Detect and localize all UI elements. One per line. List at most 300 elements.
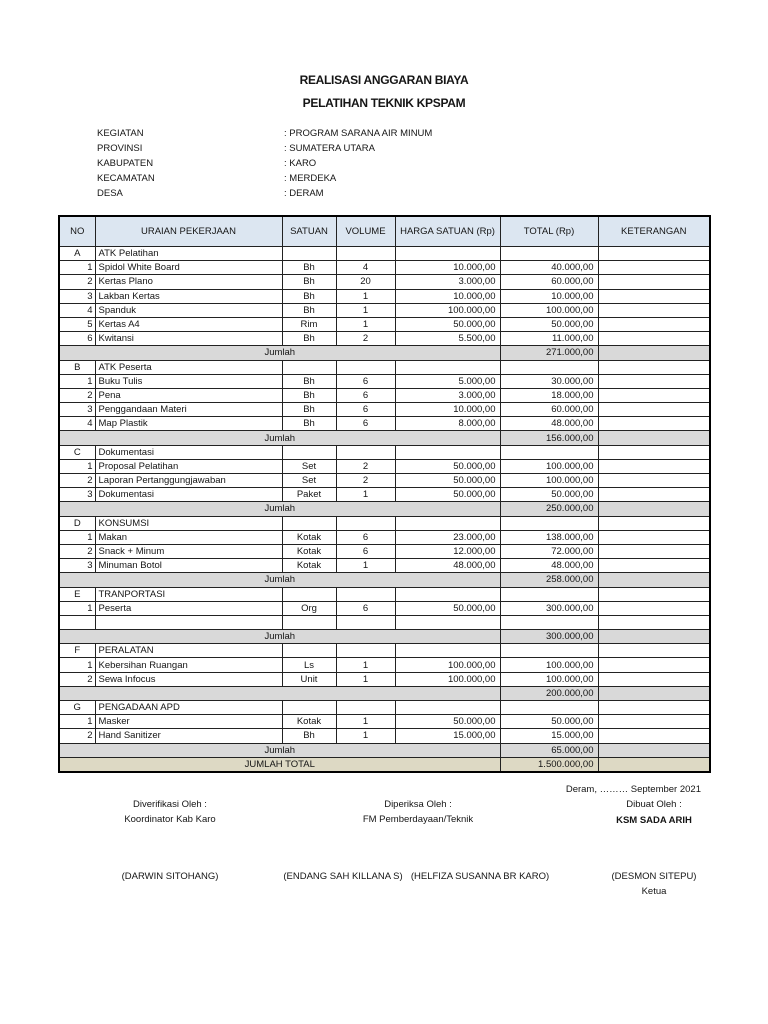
verifier-position: Koordinator Kab Karo [124,814,216,825]
subtotal-remarks [598,743,710,757]
document-subtitle: PELATIHAN TEKNIK KPSPAM [302,96,466,110]
harga-satuan-cell [395,587,500,601]
item-remarks [598,459,710,473]
item-total: 15.000,00 [500,729,598,743]
item-no: 1 [59,261,95,275]
volume-cell [336,445,395,459]
harga-satuan-cell [395,701,500,715]
subtotal-value: 300.000,00 [500,630,598,644]
item-remarks [598,261,710,275]
place-date: Deram, ……… September 2021 [565,784,701,795]
item-description: Proposal Pelatihan [95,459,282,473]
section-code: B [59,360,95,374]
item-volume: 6 [336,417,395,431]
subtotal-label: Jumlah [59,630,500,644]
item-volume: 6 [336,403,395,417]
subtotal-label: Jumlah [59,573,500,587]
item-no: 3 [59,289,95,303]
subtotal-remarks [598,502,710,516]
item-unit: Bh [282,374,336,388]
section-header-row [59,445,710,459]
section-code: A [59,247,95,261]
item-unit-price: 12.000,00 [395,544,500,558]
item-remarks [598,559,710,573]
item-row [59,459,710,473]
harga-satuan-cell [395,247,500,261]
subtotal-value: 271.000,00 [500,346,598,360]
item-total: 60.000,00 [500,275,598,289]
item-unit-price: 15.000,00 [395,729,500,743]
item-no: 2 [59,388,95,402]
item-total: 300.000,00 [500,601,598,615]
info-label: KEGIATAN [97,128,144,139]
section-name: KONSUMSI [95,516,282,530]
info-value: : DERAM [284,188,324,199]
satuan-cell [282,445,336,459]
item-volume: 1 [336,658,395,672]
item-no: 1 [59,530,95,544]
info-label: PROVINSI [97,143,143,154]
document-title: REALISASI ANGGARAN BIAYA [299,73,469,87]
item-total: 100.000,00 [500,672,598,686]
item-unit-price: 10.000,00 [395,289,500,303]
harga-satuan-cell [395,360,500,374]
item-description [95,615,282,629]
header-volume: VOLUME [336,216,395,247]
section-header-row [59,644,710,658]
item-volume: 1 [336,289,395,303]
total-cell [500,516,598,530]
item-total: 50.000,00 [500,317,598,331]
item-unit: Unit [282,672,336,686]
verifier-signature-name: (DARWIN SITOHANG) [121,871,219,882]
section-code: F [59,644,95,658]
item-description: Spidol White Board [95,261,282,275]
item-total: 138.000,00 [500,530,598,544]
section-code: C [59,445,95,459]
item-unit-price [395,615,500,629]
section-name: ATK Pelatihan [95,247,282,261]
item-description: Map Plastik [95,417,282,431]
keterangan-cell [598,644,710,658]
item-unit: Set [282,459,336,473]
item-unit-price: 10.000,00 [395,261,500,275]
item-total: 100.000,00 [500,303,598,317]
checker-signature-name-1: (ENDANG SAH KILLANA S) [283,871,403,882]
grand-total-remarks [598,757,710,772]
keterangan-cell [598,516,710,530]
section-name: TRANPORTASI [95,587,282,601]
item-remarks [598,544,710,558]
item-description: Kwitansi [95,332,282,346]
item-row [59,615,710,629]
subtotal-value: 200.000,00 [500,686,598,700]
item-unit: Org [282,601,336,615]
item-volume: 6 [336,601,395,615]
item-remarks [598,388,710,402]
satuan-cell [282,360,336,374]
total-cell [500,445,598,459]
item-unit-price: 50.000,00 [395,601,500,615]
subtotal-label: Jumlah [59,502,500,516]
item-total: 50.000,00 [500,488,598,502]
item-volume: 1 [336,672,395,686]
harga-satuan-cell [395,516,500,530]
item-total: 48.000,00 [500,559,598,573]
item-volume: 1 [336,729,395,743]
item-no: 1 [59,459,95,473]
item-volume: 6 [336,544,395,558]
item-unit-price: 3.000,00 [395,388,500,402]
item-volume: 1 [336,317,395,331]
verifier-role: Diverifikasi Oleh : [133,799,207,810]
section-code: E [59,587,95,601]
satuan-cell [282,701,336,715]
total-cell [500,360,598,374]
volume-cell [336,701,395,715]
subtotal-row [59,630,710,644]
item-row [59,303,710,317]
harga-satuan-cell [395,644,500,658]
section-name: PENGADAAN APD [95,701,282,715]
item-remarks [598,729,710,743]
item-unit: Bh [282,417,336,431]
item-volume: 20 [336,275,395,289]
header-no: NO [59,216,95,247]
subtotal-value: 258.000,00 [500,573,598,587]
item-description: Dokumentasi [95,488,282,502]
item-unit: Bh [282,261,336,275]
item-description: Kebersihan Ruangan [95,658,282,672]
item-no: 3 [59,488,95,502]
item-no: 3 [59,403,95,417]
maker-role: Dibuat Oleh : [626,799,682,810]
item-unit: Kotak [282,530,336,544]
checker-position: FM Pemberdayaan/Teknik [362,814,474,825]
item-volume: 6 [336,530,395,544]
info-value: : MERDEKA [284,173,337,184]
subtotal-label: Jumlah [59,431,500,445]
item-unit: Kotak [282,715,336,729]
item-unit: Bh [282,289,336,303]
section-name: ATK Peserta [95,360,282,374]
item-unit: Kotak [282,559,336,573]
item-volume: 1 [336,715,395,729]
item-unit-price: 100.000,00 [395,672,500,686]
item-description: Makan [95,530,282,544]
item-remarks [598,715,710,729]
item-row [59,672,710,686]
item-total: 30.000,00 [500,374,598,388]
checker-signature-name-2: (HELFIZA SUSANNA BR KARO) [410,871,550,882]
subtotal-label [59,686,500,700]
item-remarks [598,374,710,388]
item-description: Sewa Infocus [95,672,282,686]
item-volume: 6 [336,374,395,388]
section-header-row [59,247,710,261]
item-remarks [598,289,710,303]
item-row [59,544,710,558]
info-value: : PROGRAM SARANA AIR MINUM [284,128,433,139]
info-label: KABUPATEN [97,158,154,169]
item-remarks [598,403,710,417]
item-unit-price: 23.000,00 [395,530,500,544]
item-row [59,417,710,431]
item-unit [282,615,336,629]
item-total: 11.000,00 [500,332,598,346]
item-unit: Set [282,474,336,488]
item-unit-price: 50.000,00 [395,459,500,473]
item-remarks [598,332,710,346]
section-name: PERALATAN [95,644,282,658]
item-remarks [598,417,710,431]
item-unit-price: 5.500,00 [395,332,500,346]
harga-satuan-cell [395,445,500,459]
item-row [59,332,710,346]
item-unit-price: 48.000,00 [395,559,500,573]
item-row [59,403,710,417]
item-unit-price: 50.000,00 [395,317,500,331]
item-no: 1 [59,658,95,672]
keterangan-cell [598,445,710,459]
header-harga-satuan: HARGA SATUAN (Rp) [395,216,500,247]
total-cell [500,701,598,715]
item-volume: 1 [336,488,395,502]
volume-cell [336,644,395,658]
item-description: Kertas A4 [95,317,282,331]
maker-title: Ketua [641,886,667,897]
item-remarks [598,488,710,502]
total-cell [500,587,598,601]
item-remarks [598,303,710,317]
satuan-cell [282,516,336,530]
budget-table-body [59,247,710,772]
item-volume: 2 [336,332,395,346]
item-total: 50.000,00 [500,715,598,729]
info-label: KECAMATAN [97,173,155,184]
item-total: 48.000,00 [500,417,598,431]
item-unit-price: 100.000,00 [395,658,500,672]
subtotal-label: Jumlah [59,743,500,757]
section-header-row [59,360,710,374]
volume-cell [336,247,395,261]
item-row [59,388,710,402]
item-description: Peserta [95,601,282,615]
item-description: Spanduk [95,303,282,317]
header-uraian: URAIAN PEKERJAAN [95,216,282,247]
subtotal-value: 65.000,00 [500,743,598,757]
item-unit: Rim [282,317,336,331]
header-keterangan: KETERANGAN [598,216,710,247]
subtotal-row [59,502,710,516]
item-remarks [598,530,710,544]
satuan-cell [282,587,336,601]
item-unit-price: 8.000,00 [395,417,500,431]
item-no: 5 [59,317,95,331]
item-total [500,615,598,629]
item-no: 4 [59,417,95,431]
item-unit-price: 50.000,00 [395,474,500,488]
info-row-kegiatan [97,126,517,141]
volume-cell [336,587,395,601]
activity-info [97,126,517,201]
item-unit: Ls [282,658,336,672]
item-description: Penggandaan Materi [95,403,282,417]
item-unit: Bh [282,729,336,743]
item-description: Pena [95,388,282,402]
item-unit: Bh [282,275,336,289]
item-total: 100.000,00 [500,474,598,488]
subtotal-row [59,346,710,360]
item-description: Buku Tulis [95,374,282,388]
item-description: Minuman Botol [95,559,282,573]
satuan-cell [282,247,336,261]
info-row-kecamatan [97,171,517,186]
table-header-row [59,216,710,247]
header-total: TOTAL (Rp) [500,216,598,247]
subtotal-remarks [598,630,710,644]
item-row [59,601,710,615]
item-description: Laporan Pertanggungjawaban [95,474,282,488]
subtotal-value: 250.000,00 [500,502,598,516]
item-total: 100.000,00 [500,658,598,672]
subtotal-row [59,686,710,700]
item-total: 60.000,00 [500,403,598,417]
section-code: D [59,516,95,530]
keterangan-cell [598,360,710,374]
keterangan-cell [598,247,710,261]
subtotal-row [59,743,710,757]
item-unit-price: 50.000,00 [395,488,500,502]
volume-cell [336,516,395,530]
item-row [59,289,710,303]
info-value: : SUMATERA UTARA [284,143,375,154]
item-description: Hand Sanitizer [95,729,282,743]
item-row [59,261,710,275]
item-volume: 2 [336,459,395,473]
item-no: 3 [59,559,95,573]
item-row [59,474,710,488]
item-no [59,615,95,629]
info-row-desa [97,186,517,201]
keterangan-cell [598,701,710,715]
item-volume: 4 [336,261,395,275]
item-remarks [598,317,710,331]
subtotal-row [59,431,710,445]
item-unit-price: 50.000,00 [395,715,500,729]
section-header-row [59,701,710,715]
subtotal-row [59,573,710,587]
item-unit-price: 100.000,00 [395,303,500,317]
header-satuan: SATUAN [282,216,336,247]
item-no: 1 [59,374,95,388]
subtotal-remarks [598,686,710,700]
info-label: DESA [97,188,123,199]
item-total: 10.000,00 [500,289,598,303]
item-row [59,275,710,289]
item-description: Kertas Plano [95,275,282,289]
item-row [59,658,710,672]
item-remarks [598,672,710,686]
item-remarks [598,615,710,629]
satuan-cell [282,644,336,658]
item-no: 6 [59,332,95,346]
grand-total-value: 1.500.000,00 [500,757,598,772]
item-no: 2 [59,544,95,558]
info-row-kabupaten [97,156,517,171]
item-row [59,729,710,743]
item-remarks [598,474,710,488]
item-total: 100.000,00 [500,459,598,473]
item-remarks [598,601,710,615]
item-unit: Bh [282,388,336,402]
item-remarks [598,658,710,672]
item-row [59,530,710,544]
item-volume: 1 [336,559,395,573]
volume-cell [336,360,395,374]
info-value: : KARO [284,158,317,169]
item-volume: 2 [336,474,395,488]
item-unit: Bh [282,303,336,317]
item-volume [336,615,395,629]
item-no: 2 [59,474,95,488]
item-no: 1 [59,715,95,729]
grand-total-label: JUMLAH TOTAL [59,757,500,772]
item-no: 2 [59,729,95,743]
item-volume: 6 [336,388,395,402]
item-row [59,317,710,331]
item-unit: Bh [282,332,336,346]
subtotal-value: 156.000,00 [500,431,598,445]
item-unit-price: 10.000,00 [395,403,500,417]
item-no: 2 [59,672,95,686]
grand-total-row [59,757,710,772]
item-volume: 1 [336,303,395,317]
keterangan-cell [598,587,710,601]
item-total: 18.000,00 [500,388,598,402]
item-unit: Bh [282,403,336,417]
total-cell [500,644,598,658]
item-description: Lakban Kertas [95,289,282,303]
item-unit: Kotak [282,544,336,558]
section-header-row [59,587,710,601]
maker-position: KSM SADA ARIH [616,815,692,826]
checker-role: Diperiksa Oleh : [384,799,452,810]
subtotal-remarks [598,431,710,445]
item-remarks [598,275,710,289]
section-header-row [59,516,710,530]
subtotal-remarks [598,573,710,587]
item-description: Masker [95,715,282,729]
item-row [59,559,710,573]
item-unit-price: 5.000,00 [395,374,500,388]
item-total: 40.000,00 [500,261,598,275]
subtotal-remarks [598,346,710,360]
item-description: Snack + Minum [95,544,282,558]
item-unit-price: 3.000,00 [395,275,500,289]
section-code: G [59,701,95,715]
item-row [59,715,710,729]
item-row [59,374,710,388]
subtotal-label: Jumlah [59,346,500,360]
item-no: 1 [59,601,95,615]
item-total: 72.000,00 [500,544,598,558]
total-cell [500,247,598,261]
item-unit: Paket [282,488,336,502]
info-row-provinsi [97,141,517,156]
budget-table [58,215,711,773]
item-no: 2 [59,275,95,289]
